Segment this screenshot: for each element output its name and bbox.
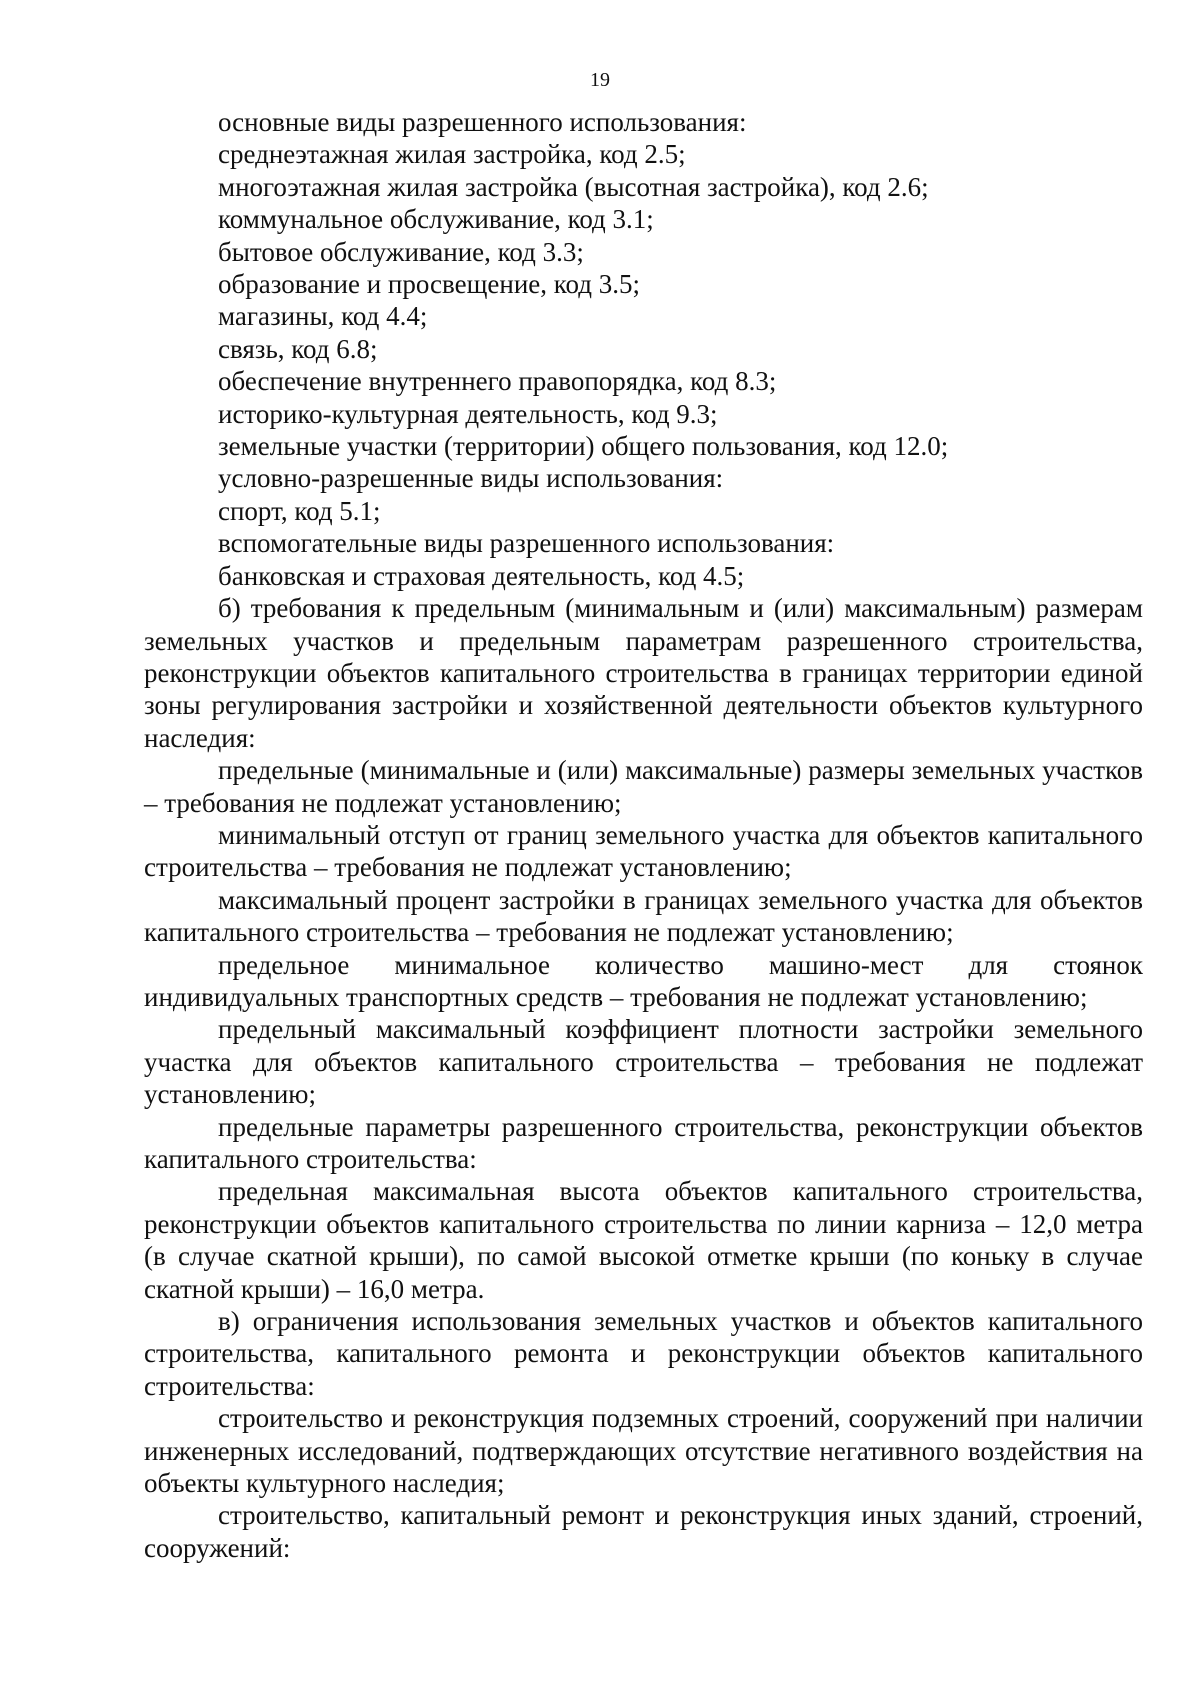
paragraph-construction-parameters: предельные параметры разрешенного строительства, реконструкции объектов капитального строительства: — [144, 1111, 1143, 1174]
paragraph-density-coefficient: предельный максимальный коэффициент плотности застройки земельного участка для объектов капитального строительства – требования не подлежат установлению; — [144, 1014, 1143, 1110]
paragraph-underground-construction: строительство и реконструкция подземных строений, сооружений при наличии инженерных исследований, подтверждающих отсутствие негативного воздействия на объекты культурного наследия; — [144, 1403, 1143, 1499]
paragraph-use-code-2-5: среднеэтажная жилая застройка, код 2.5; — [218, 139, 686, 170]
paragraph-other-buildings: строительство, капитальный ремонт и реконструкция иных зданий, строений, сооружений: — [144, 1500, 1143, 1563]
paragraph-use-code-4-4: магазины, код 4.4; — [218, 301, 428, 332]
paragraph-auxiliary-uses-heading: вспомогательные виды разрешенного использования: — [218, 528, 835, 559]
paragraph-use-code-12-0: земельные участки (территории) общего пользования, код 12.0; — [218, 431, 949, 462]
paragraph-parking-spaces: предельное минимальное количество машино-мест для стоянок индивидуальных транспортных средств – требования не подлежат установлению; — [144, 949, 1143, 1012]
paragraph-use-code-9-3: историко-культурная деятельность, код 9.3; — [218, 398, 718, 429]
page-number: 19 — [590, 69, 610, 91]
paragraph-minimum-setback: минимальный отступ от границ земельного участка для объектов капитального строительства – требования не подлежат установлению; — [144, 819, 1143, 883]
paragraph-main-uses-heading: основные виды разрешенного использования: — [218, 107, 747, 137]
paragraph-use-code-3-5: образование и просвещение, код 3.5; — [218, 269, 640, 300]
document-body — [144, 106, 1143, 1564]
paragraph-use-code-2-6: многоэтажная жилая застройка (высотная застройка), код 2.6; — [218, 171, 929, 202]
paragraph-use-code-5-1: спорт, код 5.1; — [218, 495, 381, 526]
paragraph-conditional-uses-heading: условно-разрешенные виды использования: — [218, 463, 724, 494]
paragraph-use-code-3-3: бытовое обслуживание, код 3.3; — [218, 236, 584, 267]
paragraph-requirements-b: б) требования к предельным (минимальным и (или) максимальным) размерам земельных участков и предельным параметрам разрешенного строительства, реконструкции объектов капитального строительства в границах территории единой зоны регулирования застройки и хозяйственной деятельности объектов культурного наследия: — [144, 593, 1143, 753]
paragraph-use-code-8-3: обеспечение внутреннего правопорядка, код 8.3; — [218, 366, 777, 397]
paragraph-use-code-6-8: связь, код 6.8; — [218, 333, 378, 364]
paragraph-max-building-percent: максимальный процент застройки в границах земельного участка для объектов капитального строительства – требования не подлежат установлению; — [144, 884, 1143, 948]
paragraph-use-code-4-5: банковская и страховая деятельность, код 4.5; — [218, 560, 745, 591]
paragraph-plot-size-limits: предельные (минимальные и (или) максимальные) размеры земельных участков – требования не подлежат установлению; — [144, 755, 1143, 818]
paragraph-restrictions-c: в) ограничения использования земельных участков и объектов капитального строительства, капитального ремонта и реконструкции объектов капитального строительства: — [144, 1306, 1143, 1401]
paragraph-use-code-3-1: коммунальное обслуживание, код 3.1; — [218, 204, 654, 235]
paragraph-max-height: предельная максимальная высота объектов капитального строительства, реконструкции объектов капитального строительства по линии карниза – 12,0 метра (в случае скатной крыши), по самой высокой отметке крыши (по коньку в случае скатной крыши) – 16,0 метра. — [144, 1176, 1143, 1304]
